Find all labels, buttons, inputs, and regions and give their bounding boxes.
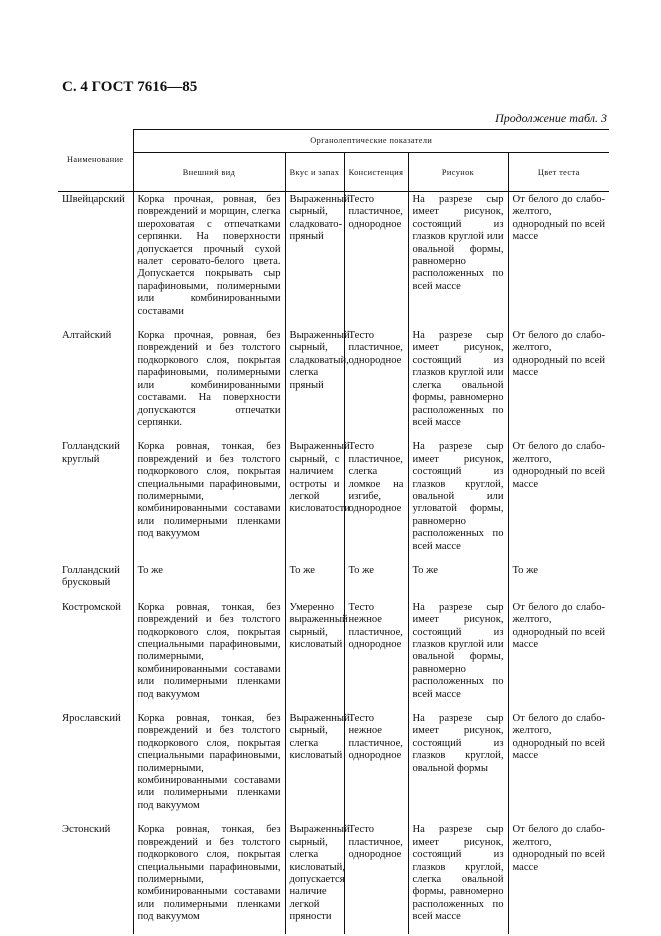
appearance-cell: Корка ровная, тонкая, без повреждений и без толстого подкоркового слоя, покрытая специальными парафиновыми, полимерными, комбинированными составами или полимерными пленками под вакуумом xyxy=(133,711,285,822)
column-header-color: Цвет теста xyxy=(508,153,609,192)
pattern-cell: То же xyxy=(408,563,508,600)
color-cell: От белого до слабо-желтого, однородный по всей массе xyxy=(508,822,609,933)
table-row xyxy=(58,328,609,439)
appearance-cell: Корка ровная, тонкая, без повреждений и без толстого подкоркового слоя, покрытая специальными парафиновыми, полимерными, комбинированными составами или полимерными пленками под вакуумом xyxy=(133,822,285,933)
pattern-cell: На разрезе сыр имеет рисунок, состоящий из глазков круглой или овальной формы, равномерно расположенных по всей массе xyxy=(408,600,508,711)
cheese-name: Алтайский xyxy=(62,330,112,342)
organoleptic-table xyxy=(58,129,609,934)
pattern-cell: На разрезе сыр имеет рисунок, состоящий из глазков круглой или слегка овальной формы, равномерно расположенных по всей массе xyxy=(408,328,508,439)
color-cell: От белого до слабо-желтого, однородный по всей массе xyxy=(508,711,609,822)
column-header-taste: Вкус и запах xyxy=(285,153,344,192)
consistency-cell: Тесто нежное пластичное, однородное xyxy=(344,711,408,822)
color-cell: От белого до слабо-желтого, однородный по всей массе xyxy=(508,439,609,563)
pattern-cell: На разрезе сыр имеет рисунок, состоящий из глазков круглой, слегка овальной формы, равномерно расположенных по всей массе xyxy=(408,822,508,933)
cheese-name: Голландский брусковый xyxy=(62,564,120,589)
appearance-cell: Корка ровная, тонкая, без повреждений и без толстого подкоркового слоя, покрытая специальными парафиновыми, полимерными, комбинированными составами или полимерными пленками под вакуумом xyxy=(133,439,285,563)
color-cell: От белого до слабо-желтого, однородный по всей массе xyxy=(508,192,609,329)
taste-cell: Выраженный сырный, слегка кисловатый xyxy=(285,711,344,822)
column-group-header: Органолептические показатели xyxy=(133,130,609,153)
appearance-cell: Корка прочная, ровная, без повреждений и морщин, слегка шероховатая с отпечатками серпянки. На поверхности допускается прочный сухой налет серовато-белого цвета. Допускается покрывать сыр парафиновыми, полимерными или комбинированными составами xyxy=(133,192,285,329)
column-header-name: Наименование xyxy=(58,130,133,192)
consistency-cell: Тесто пластичное, однородное xyxy=(344,328,408,439)
table-row xyxy=(58,439,609,563)
color-cell: От белого до слабо-желтого, однородный по всей массе xyxy=(508,328,609,439)
table-row xyxy=(58,563,609,600)
taste-cell: Выраженный сырный, слегка кисловатый, допускается наличие легкой пряности xyxy=(285,822,344,933)
cheese-name: Костромской xyxy=(62,601,121,613)
table-continuation-label: Продолжение табл. 3 xyxy=(495,111,607,125)
cheese-name: Эстонский xyxy=(62,824,111,836)
appearance-cell: То же xyxy=(133,563,285,600)
table-row xyxy=(58,822,609,933)
pattern-cell: На разрезе сыр имеет рисунок, состоящий из глазков круглой, овальной или угловатой формы, равномерно расположенных по всей массе xyxy=(408,439,508,563)
cheese-name: Ярославский xyxy=(62,713,121,725)
color-cell: То же xyxy=(508,563,609,600)
taste-cell: Выраженный сырный, с наличием остроты и легкой кисловатости xyxy=(285,439,344,563)
appearance-cell: Корка ровная, тонкая, без повреждений и без толстого подкоркового слоя, покрытая специальными парафиновыми, полимерными, комбинированными составами или полимерными пленками под вакуумом xyxy=(133,600,285,711)
color-cell: От белого до слабо-желтого, однородный по всей массе xyxy=(508,600,609,711)
taste-cell: Выраженный сырный, сладковатый, слегка пряный xyxy=(285,328,344,439)
taste-cell: То же xyxy=(285,563,344,600)
table-row xyxy=(58,711,609,822)
pattern-cell: На разрезе сыр имеет рисунок, состоящий из глазков круглой или овальной формы, равномерно расположенных по всей массе xyxy=(408,192,508,329)
column-header-consistency: Консистенция xyxy=(344,153,408,192)
consistency-cell: Тесто нежное пластичное, однородное xyxy=(344,600,408,711)
table-row xyxy=(58,192,609,329)
column-header-pattern: Рисунок xyxy=(408,153,508,192)
taste-cell: Умеренно выраженный сырный, кисловатый xyxy=(285,600,344,711)
consistency-cell: Тесто пластичное, однородное xyxy=(344,192,408,329)
page-header: С. 4 ГОСТ 7616—85 xyxy=(62,79,198,95)
column-header-appearance: Внешний вид xyxy=(133,153,285,192)
table-row xyxy=(58,600,609,711)
consistency-cell: Тесто пластичное, слегка ломкое на изгибе, однородное xyxy=(344,439,408,563)
consistency-cell: То же xyxy=(344,563,408,600)
pattern-cell: На разрезе сыр имеет рисунок, состоящий из глазков круглой, овальной формы xyxy=(408,711,508,822)
cheese-name: Швейцарский xyxy=(62,194,125,205)
appearance-cell: Корка прочная, ровная, без повреждений и без толстого подкоркового слоя, покрытая парафиновыми, полимерными или комбинированными составами. На поверхности допускаются отпечатки серпянки. xyxy=(133,328,285,439)
consistency-cell: Тесто пластичное, однородное xyxy=(344,822,408,933)
cheese-name: Голландский круглый xyxy=(62,441,120,465)
taste-cell: Выраженный сырный, сладковато-пряный xyxy=(285,192,344,329)
